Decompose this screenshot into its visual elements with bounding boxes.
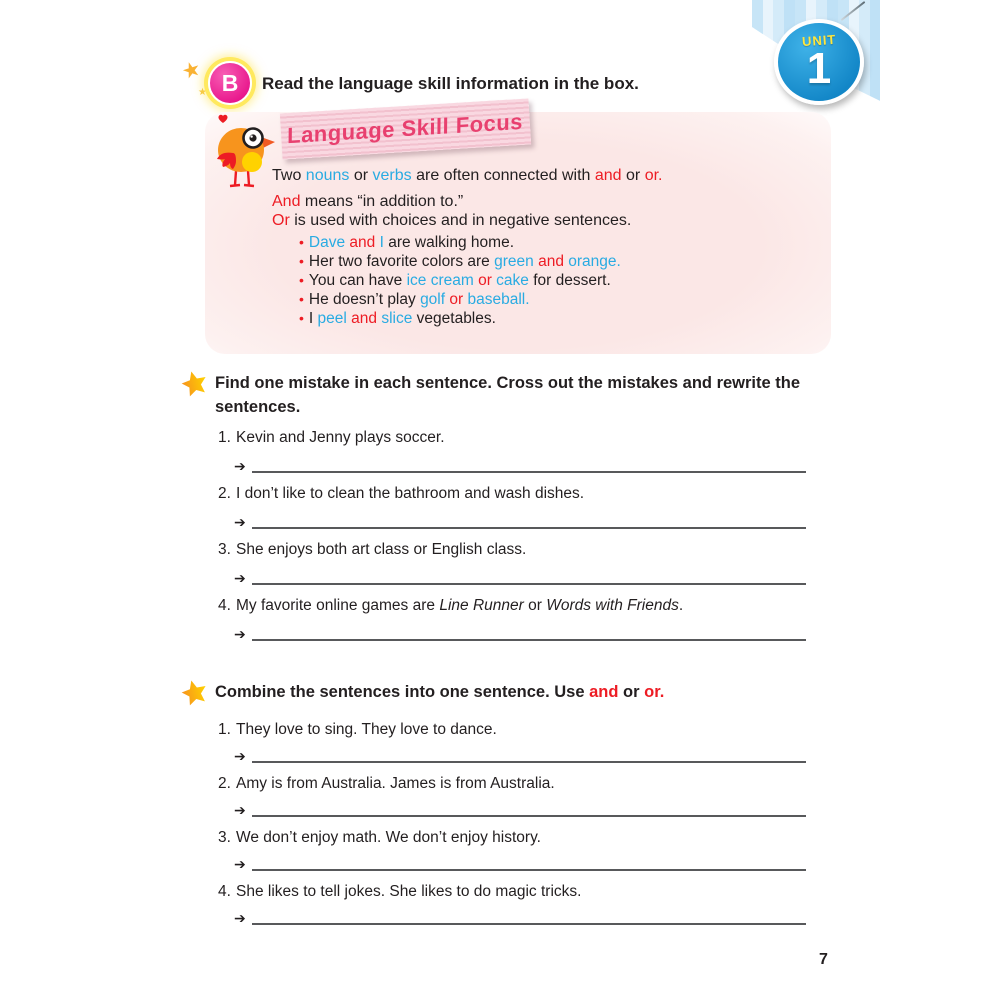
exercise-item [218,882,806,925]
item-number: 2. [218,485,231,502]
answer-blank-line [252,627,806,641]
activity-badge-letter: B [221,69,239,96]
arrow-icon: ➔ [234,570,246,586]
item-number: 1. [218,429,231,446]
item-sentence: My favorite online games are Line Runner or Words with Friends. [236,597,684,614]
star-icon [181,679,208,706]
item-sentence: They love to sing. They love to dance. [236,721,497,738]
arrow-icon: ➔ [234,856,246,872]
example-sentence: • You can have ice cream or cake for dessert. [299,271,611,289]
activity-b-badge [208,61,252,105]
skill-rules [272,166,820,328]
exercise-item [218,428,806,473]
exercise1-items [218,428,806,652]
arrow-icon: ➔ [234,748,246,764]
item-sentence: I don’t like to clean the bathroom and wash dishes. [236,485,585,502]
item-number: 4. [218,883,231,900]
item-sentence: She enjoys both art class or English class. [236,541,527,558]
arrow-icon: ➔ [234,514,246,530]
answer-blank-line [252,857,806,871]
bird-mascot-icon [209,111,275,193]
arrow-icon: ➔ [234,910,246,926]
exercise-item [218,596,806,641]
answer-blank-line [252,803,806,817]
rule-line: Or is used with choices and in negative sentences. [272,212,632,229]
page-number: 7 [819,951,828,968]
answer-blank-line [252,749,806,763]
exercise-item [218,540,806,585]
unit-badge [774,19,864,105]
arrow-icon: ➔ [234,802,246,818]
arrow-icon: ➔ [234,458,246,474]
rule-line: And means “in addition to.” [272,192,464,210]
answer-row [234,569,806,585]
unit-label: UNIT [801,31,837,49]
answer-row [234,625,806,641]
arrow-icon: ➔ [234,626,246,642]
example-sentence: • He doesn’t play golf or baseball. [299,290,530,308]
answer-blank-line [252,459,806,473]
answer-row [234,513,806,529]
item-number: 2. [218,775,231,792]
activity-title: Read the language skill information in the box. [262,74,639,93]
exercise-item [218,484,806,529]
answer-row [234,855,806,871]
star-icon [181,370,208,397]
item-sentence: Kevin and Jenny plays soccer. [236,429,445,446]
item-sentence: Amy is from Australia. James is from Australia. [236,775,555,792]
example-sentence: • I peel and slice vegetables. [299,309,496,327]
item-number: 3. [218,541,231,558]
item-sentence: She likes to tell jokes. She likes to do magic tricks. [236,883,582,900]
answer-row [234,909,806,925]
answer-blank-line [252,911,806,925]
bullet-icon: • [299,252,304,269]
banner-title: Language Skill Focus [287,108,524,149]
unit-number: 1 [806,43,832,93]
answer-row [234,801,806,817]
exercise2-title: Combine the sentences into one sentence. Use and or or. [215,683,665,701]
answer-row [234,747,806,763]
example-sentence: • Her two favorite colors are green and orange. [299,252,621,270]
exercise1-title: Find one mistake in each sentence. Cross out the mistakes and rewrite the sentences. [215,374,801,416]
exercise-item [218,720,806,763]
bullet-icon: • [299,290,304,307]
bullet-icon: • [299,309,304,326]
exercise2-items [218,720,806,936]
item-number: 4. [218,597,231,614]
item-number: 1. [218,721,231,738]
item-number: 3. [218,829,231,846]
answer-blank-line [252,571,806,585]
bullet-icon: • [299,271,304,288]
exercise-item [218,828,806,871]
bullet-icon: • [299,233,304,250]
example-list [272,233,820,328]
exercise-item [218,774,806,817]
sparkle-icon: ★ [198,87,207,98]
sparkle-icon: ★ [178,56,204,85]
rule-line: Two nouns or verbs are often connected with and or or. [272,167,663,184]
answer-row [234,457,806,473]
answer-blank-line [252,515,806,529]
example-sentence: • Dave and I are walking home. [299,233,514,251]
item-sentence: We don’t enjoy math. We don’t enjoy history. [236,829,541,846]
